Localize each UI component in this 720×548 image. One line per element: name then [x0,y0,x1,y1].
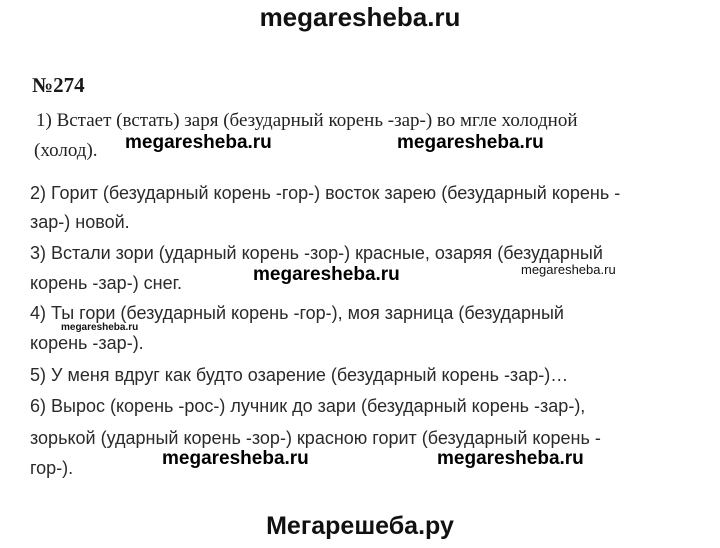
exercise-line: гор-). [30,458,74,478]
exercise-number: №274 [32,73,85,97]
exercise-line: 4) Ты гори (безударный корень -гор-), моя зарница (безударный [30,303,564,323]
watermark: megaresheba.ru [397,132,544,153]
exercise-line: 2) Горит (безударный корень -гор-) восток зарею (безударный корень - [30,183,621,203]
watermark: megaresheba.ru [162,448,309,469]
exercise-line: корень -зар-). [30,333,144,353]
exercise-line: 3) Встали зори (ударный корень -зор-) красные, озаряя (безударный [30,243,603,263]
exercise-line: 6) Вырос (корень -рос-) лучник до зари (безударный корень -зар-), [30,396,586,416]
header-watermark: megaresheba.ru [259,2,461,32]
watermark: megaresheba.ru [437,448,584,469]
exercise-line: 5) У меня вдруг как будто озарение (безударный корень -зар-)… [30,365,569,385]
footer-watermark: Мегарешеба.ру [266,512,454,540]
exercise-line: (холод). [34,140,98,161]
watermark: megaresheba.ru [125,132,272,153]
watermark: megaresheba.ru [253,264,400,285]
exercise-line: 1) Встает (встать) заря (безударный корень -зар-) во мгле холодной [36,110,578,131]
exercise-line: зар-) новой. [30,212,130,232]
watermark: megaresheba.ru [521,262,616,277]
exercise-line: корень -зар-) снег. [30,273,183,293]
exercise-line: зорькой (ударный корень -зор-) красною горит (безударный корень - [30,428,601,448]
watermark: megaresheba.ru [61,322,139,333]
